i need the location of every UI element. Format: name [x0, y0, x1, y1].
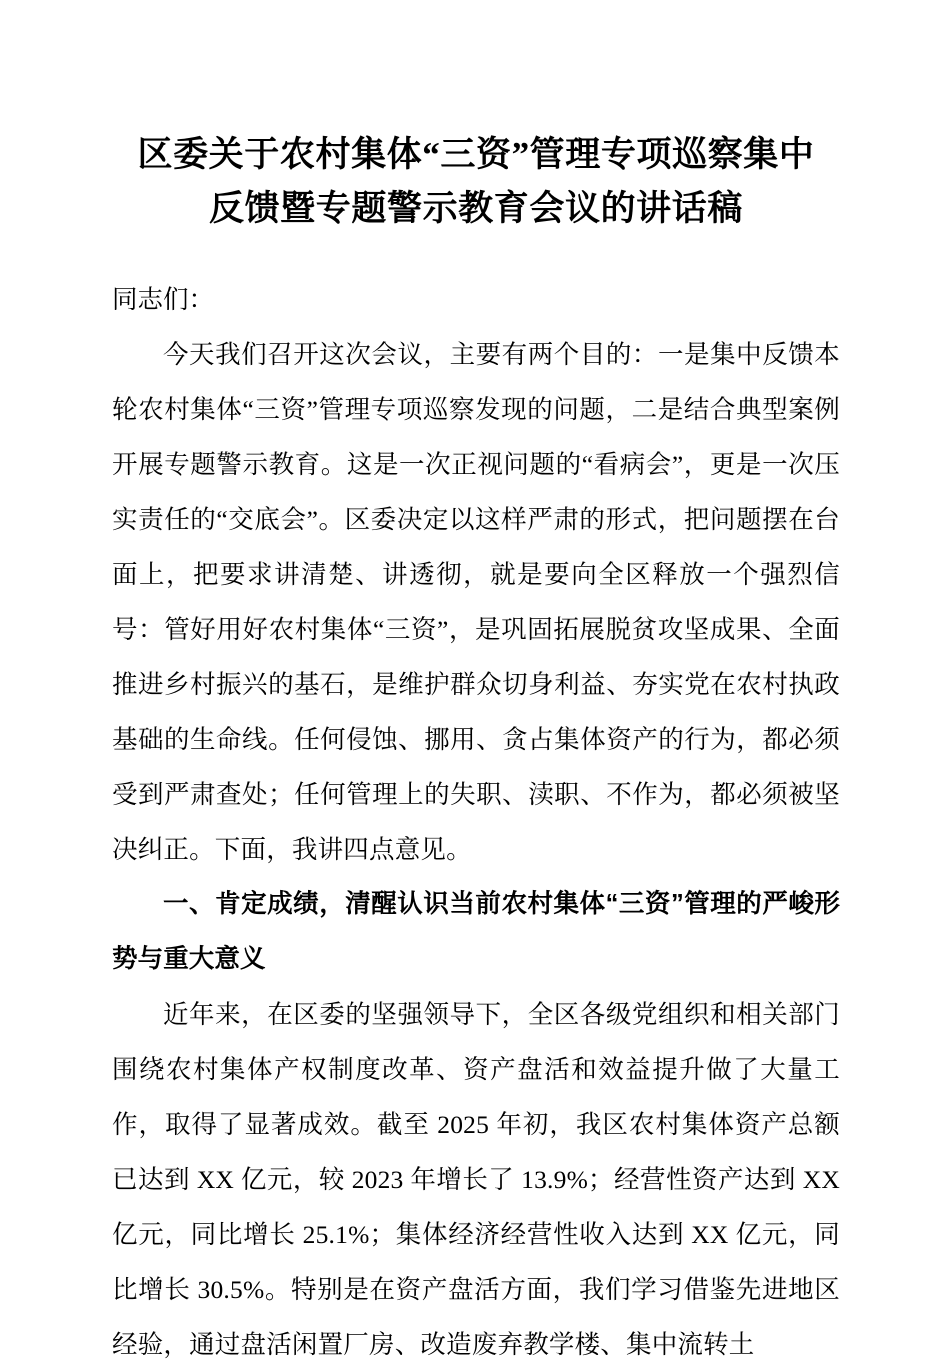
section-heading-1: 一、肯定成绩，清醒认识当前农村集体“三资”管理的严峻形势与重大意义	[112, 890, 840, 973]
salutation: 同志们：	[112, 285, 215, 314]
paragraph-achievements: 近年来，在区委的坚强领导下，全区各级党组织和相关部门围绕农村集体产权制度改革、资产盘活和效益提升做了大量工作，取得了显著成效。截至 2025 年初，我区农村集体资产总额已达到 XX 亿元，较 2023 年增长了 13.9%；经营性资产达到 XX 亿元，同比增长 25.1%；集体经济经营性收入达到 XX 亿元，同比增长 30.5%。特别是在资产盘活方面，我们学习借鉴先进地区经验，通过盘活闲置厂房、改造废弃教学楼、集中流转土	[112, 1000, 840, 1359]
title-line-1: 区委关于农村集体“三资”管理专项巡察集中	[137, 135, 815, 174]
paragraph-intro: 今天我们召开这次会议，主要有两个目的：一是集中反馈本轮农村集体“三资”管理专项巡察发现的问题，二是结合典型案例开展专题警示教育。这是一次正视问题的“看病会”，更是一次压实责任的“交底会”。区委决定以这样严肃的形式，把问题摆在台面上，把要求讲清楚、讲透彻，就是要向全区释放一个强烈信号：管好用好农村集体“三资”，是巩固拓展脱贫攻坚成果、全面推进乡村振兴的基石，是维护群众切身利益、夯实党在农村执政基础的生命线。任何侵蚀、挪用、贪占集体资产的行为，都必须受到严肃查处；任何管理上的失职、渎职、不作为，都必须被坚决纠正。下面，我讲四点意见。	[112, 340, 840, 864]
title-line-2: 反馈暨专题警示教育会议的讲话稿	[208, 189, 743, 228]
document-body	[112, 272, 840, 1372]
page-title	[112, 128, 840, 236]
